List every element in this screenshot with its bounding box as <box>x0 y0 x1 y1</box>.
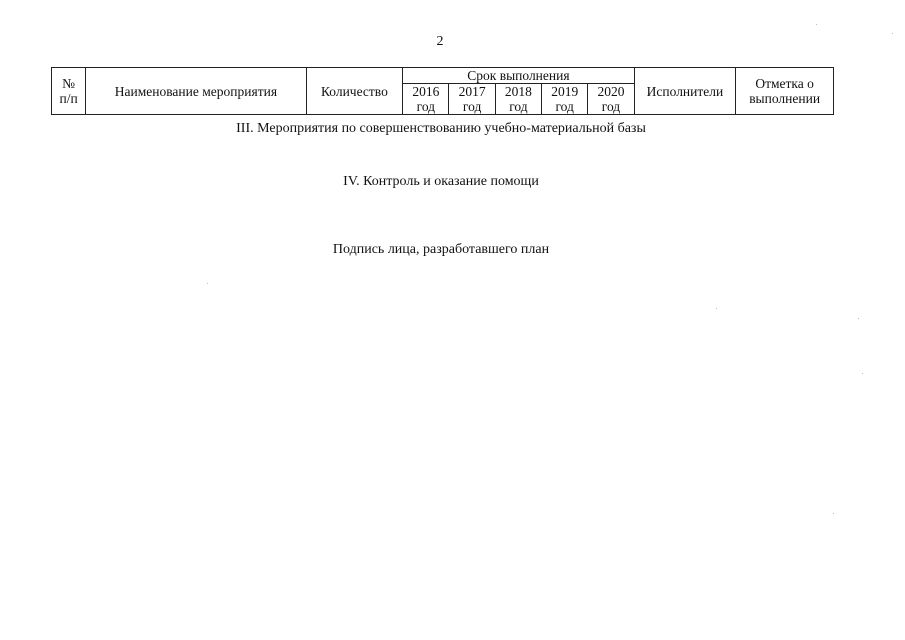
year-label: 2020 <box>597 84 625 99</box>
table-header-row-1 <box>52 68 834 84</box>
header-quantity: Количество <box>306 68 403 115</box>
scan-speck <box>833 513 834 514</box>
year-label: 2016 <box>412 84 440 99</box>
plan-table <box>51 67 834 115</box>
header-deadline: Срок выполнения <box>403 68 634 84</box>
scan-speck <box>816 24 817 25</box>
header-number <box>52 68 86 115</box>
header-year-2019 <box>542 84 588 115</box>
scan-speck <box>716 308 717 309</box>
year-unit: год <box>601 99 621 114</box>
year-unit: год <box>416 99 436 114</box>
header-number-line1: № <box>62 76 76 91</box>
scan-speck <box>858 318 859 319</box>
year-label: 2019 <box>551 84 579 99</box>
scan-speck <box>892 33 893 34</box>
header-year-2020 <box>588 84 634 115</box>
section-4-heading: IV. Контроль и оказание помощи <box>343 174 539 189</box>
header-executors: Исполнители <box>634 68 736 115</box>
year-label: 2017 <box>458 84 486 99</box>
section-3-heading: III. Мероприятия по совершенствованию учебно-материальной базы <box>236 121 646 136</box>
header-mark-line1: Отметка о <box>755 76 814 91</box>
year-label: 2018 <box>504 84 532 99</box>
year-unit: год <box>462 99 482 114</box>
header-year-2016 <box>403 84 449 115</box>
header-number-line2: п/п <box>59 91 78 106</box>
header-year-2017 <box>449 84 495 115</box>
header-mark <box>736 68 834 115</box>
year-unit: год <box>509 99 528 114</box>
signature-line: Подпись лица, разработавшего план <box>332 242 550 257</box>
scan-speck <box>862 373 863 374</box>
page-number: 2 <box>436 34 444 49</box>
header-year-2018 <box>495 84 541 115</box>
header-name: Наименование мероприятия <box>86 68 306 115</box>
year-unit: год <box>555 99 574 114</box>
scan-speck <box>207 283 208 284</box>
header-mark-line2: выполнении <box>749 91 821 106</box>
